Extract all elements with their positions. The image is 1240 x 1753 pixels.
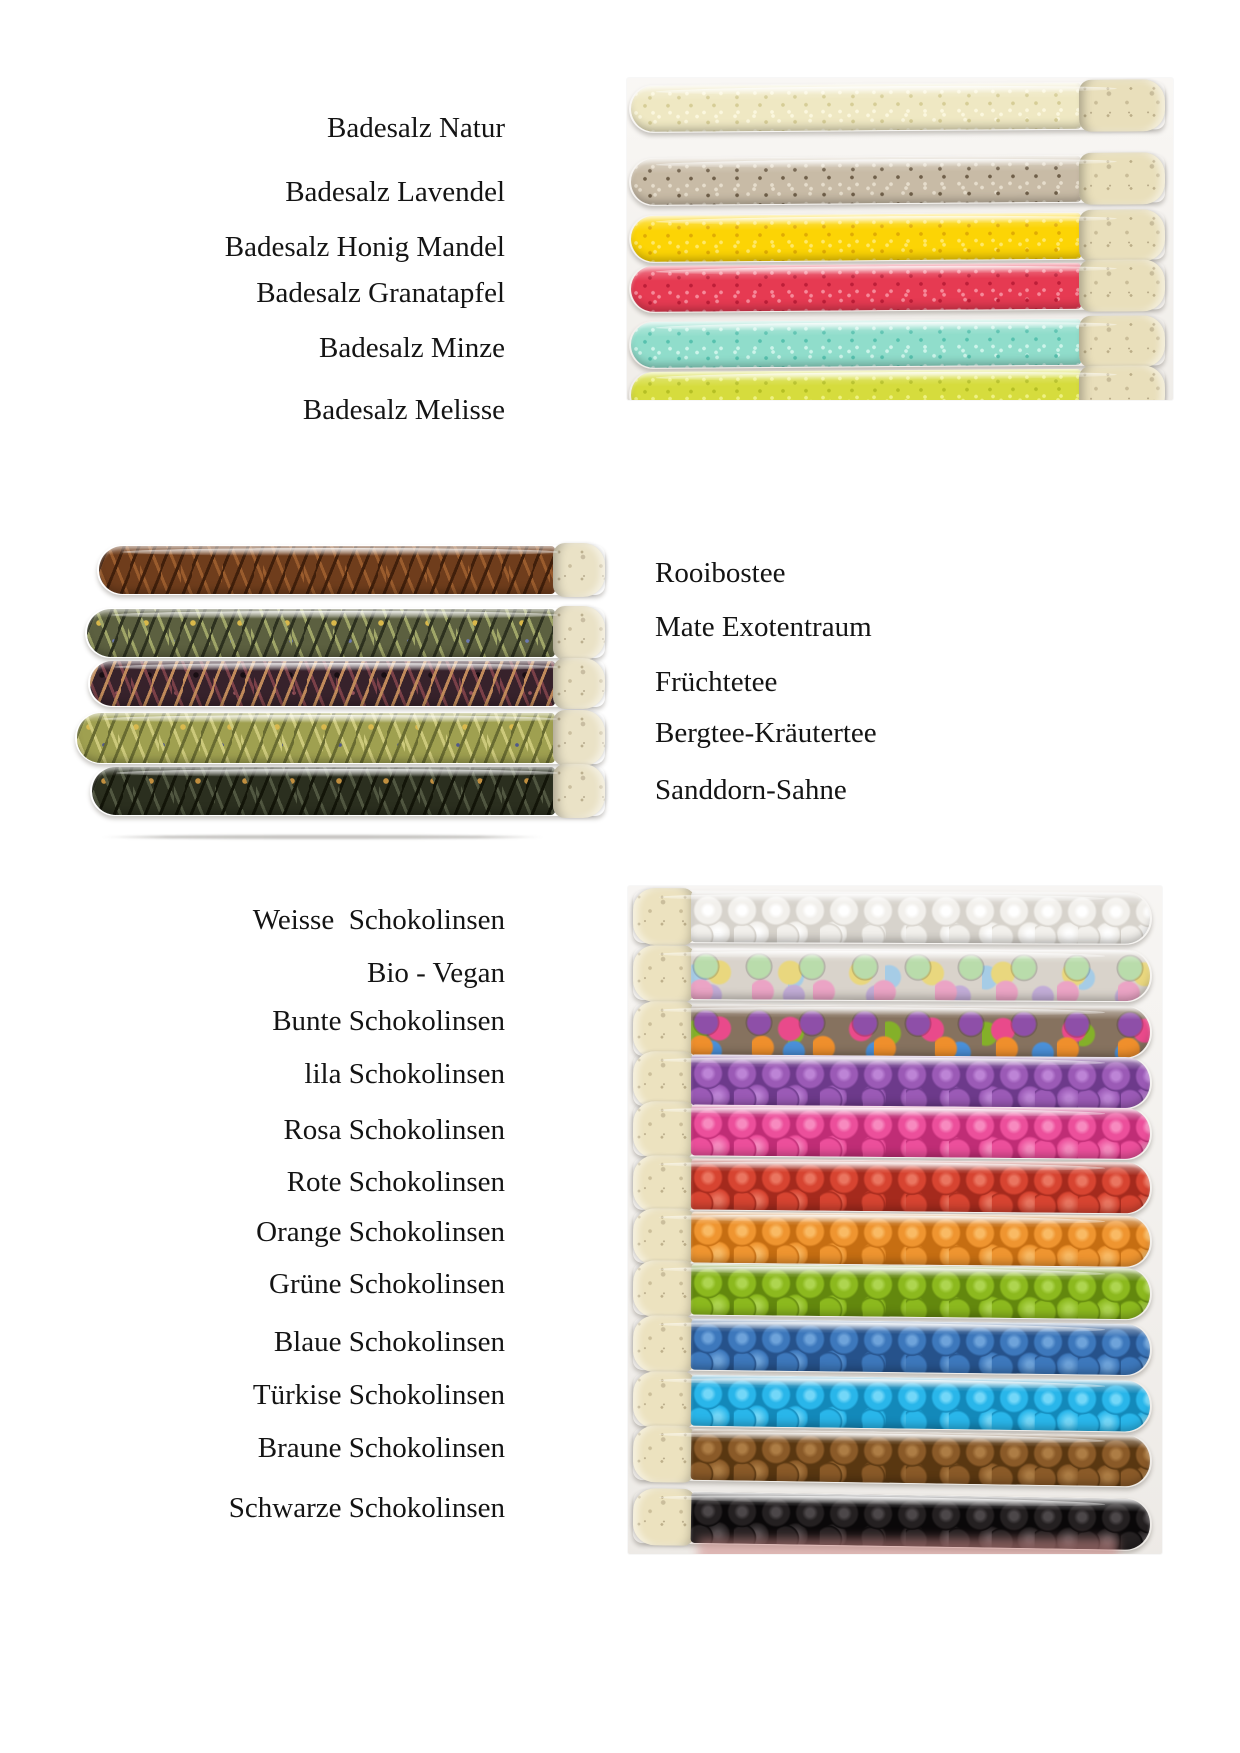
product-label-bunte-schokolinsen: Bunte Schokolinsen: [272, 1005, 505, 1037]
product-label-bio-vegan: Bio - Vegan: [366, 957, 505, 989]
tea-fill: [77, 713, 555, 763]
cropped-tube-fill: [698, 1538, 1118, 1554]
tea-fill: [90, 661, 555, 706]
salt-fill: [631, 263, 1081, 312]
product-label-tuerkise-schokolinsen: Türkise Schokolinsen: [252, 1379, 505, 1411]
cork-stopper: [633, 1315, 696, 1373]
tube-lila-schokolinsen: [633, 1053, 1152, 1109]
candy-fill: [691, 1159, 1150, 1214]
cork-stopper: [633, 1051, 695, 1108]
product-label-orange-schokolinsen: Orange Schokolinsen: [256, 1216, 505, 1248]
tube-rooibostee: [97, 545, 605, 595]
product-label-badesalz-honig-mandel: Badesalz Honig Mandel: [224, 231, 505, 263]
tea-fill: [87, 609, 555, 657]
tube-bio-vegan-pastell: [633, 947, 1152, 1002]
tube-badesalz-natur: [629, 81, 1165, 133]
cork-stopper: [633, 1425, 696, 1483]
badesalz-photo: [627, 78, 1173, 400]
product-label-mate-exotentraum: Mate Exotentraum: [655, 611, 872, 643]
tee-photo: [70, 490, 615, 850]
tube-braune-schokolinsen: [633, 1427, 1153, 1488]
cork-stopper: [633, 1488, 696, 1546]
cork-stopper: [1079, 79, 1165, 132]
candy-fill: [691, 1104, 1150, 1159]
product-label-badesalz-melisse: Badesalz Melisse: [302, 394, 505, 426]
candy-fill: [691, 1212, 1150, 1267]
tube-bergtee-kraeutertee: [75, 712, 605, 764]
cork-stopper: [1079, 152, 1165, 205]
tube-rote-schokolinsen: [633, 1157, 1152, 1215]
tube-badesalz-melisse: [629, 367, 1165, 400]
product-label-rote-schokolinsen: Rote Schokolinsen: [286, 1166, 505, 1198]
candy-fill: [691, 1375, 1151, 1432]
tea-fill: [92, 767, 555, 815]
tube-bunte-schokolinsen: [633, 1003, 1152, 1059]
tube-badesalz-honig-mandel: [629, 211, 1165, 263]
product-label-blaue-schokolinsen: Blaue Schokolinsen: [273, 1326, 505, 1358]
product-label-bergtee-kraeutertee: Bergtee-Kräutertee: [655, 717, 877, 749]
tube-badesalz-lavendel: [629, 154, 1165, 206]
tube-rosa-schokolinsen: [633, 1103, 1152, 1160]
product-label-badesalz-natur: Badesalz Natur: [327, 112, 505, 144]
product-label-badesalz-granatapfel: Badesalz Granatapfel: [256, 277, 505, 309]
tube-mate-exotentraum: [85, 608, 605, 658]
tube-gruene-schokolinsen: [633, 1262, 1153, 1320]
cork-stopper: [553, 658, 605, 709]
cork-stopper: [1079, 365, 1165, 400]
product-label-badesalz-lavendel: Badesalz Lavendel: [285, 176, 505, 208]
candy-fill: [691, 1319, 1151, 1376]
tube-fruechtetee: [88, 660, 605, 707]
salt-fill: [631, 369, 1081, 400]
product-label-badesalz-minze: Badesalz Minze: [318, 332, 505, 364]
cork-stopper: [633, 1260, 696, 1318]
stack-shadow: [100, 835, 545, 839]
cork-stopper: [553, 543, 605, 597]
candy-fill: [691, 1429, 1151, 1487]
product-label-braune-schokolinsen: Braune Schokolinsen: [257, 1432, 505, 1464]
cropped-tube-edge: [698, 1538, 1118, 1554]
tube-badesalz-minze: [629, 317, 1165, 369]
product-label-weisse-schokolinsen: Weisse Schokolinsen: [252, 904, 505, 936]
product-label-rosa-schokolinsen: Rosa Schokolinsen: [283, 1114, 505, 1146]
product-label-rooibostee: Rooibostee: [655, 557, 786, 589]
salt-fill: [631, 213, 1081, 262]
candy-fill: [691, 948, 1150, 1001]
candy-fill: [691, 1264, 1151, 1320]
product-label-lila-schokolinsen: lila Schokolinsen: [304, 1058, 505, 1090]
cork-stopper: [633, 1155, 695, 1213]
tube-tuerkise-schokolinsen: [633, 1373, 1153, 1433]
cork-stopper: [633, 1001, 695, 1058]
cork-stopper: [633, 1371, 696, 1429]
tube-blaue-schokolinsen: [633, 1317, 1153, 1376]
candy-fill: [691, 891, 1150, 944]
cork-stopper: [1079, 209, 1165, 262]
tea-fill: [99, 546, 555, 594]
product-label-gruene-schokolinsen: Grüne Schokolinsen: [269, 1268, 505, 1300]
product-label-sanddorn-sahne: Sanddorn-Sahne: [655, 774, 847, 806]
cork-stopper: [1079, 315, 1165, 368]
candy-fill: [691, 1004, 1150, 1057]
cork-stopper: [553, 710, 605, 766]
cork-stopper: [633, 888, 695, 945]
salt-fill: [631, 83, 1081, 132]
cork-stopper: [633, 945, 695, 1002]
tube-orange-schokolinsen: [633, 1210, 1152, 1268]
tube-sanddorn-sahne: [90, 766, 605, 816]
salt-fill: [631, 156, 1081, 205]
cork-stopper: [633, 1208, 696, 1266]
tube-badesalz-granatapfel: [629, 261, 1165, 313]
cork-stopper: [553, 606, 605, 660]
salt-fill: [631, 319, 1081, 368]
tube-weisse-schokolinsen: [633, 890, 1152, 945]
cork-stopper: [553, 764, 605, 818]
schokolinsen-photo: [628, 886, 1162, 1554]
cork-stopper: [633, 1101, 695, 1158]
candy-fill: [691, 1054, 1150, 1108]
product-label-fruechtetee: Früchtetee: [655, 666, 778, 698]
cork-stopper: [1079, 259, 1165, 312]
product-label-schwarze-schokolinsen: Schwarze Schokolinsen: [228, 1492, 505, 1524]
